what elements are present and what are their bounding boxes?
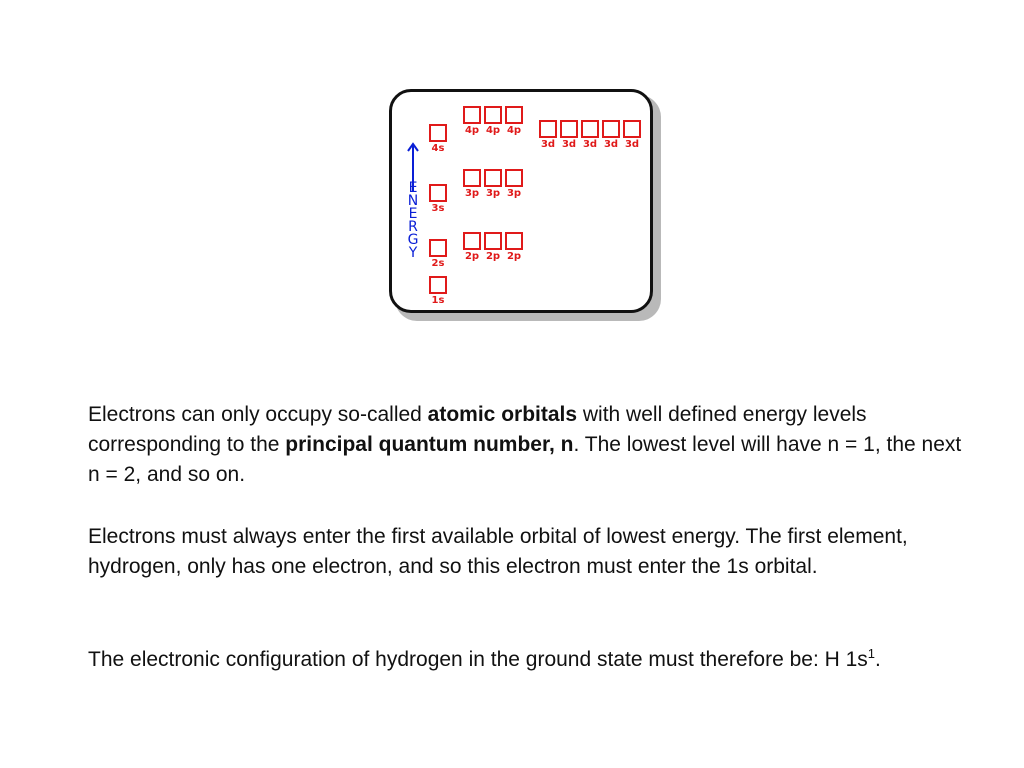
orbital-box [484, 106, 502, 124]
paragraph-hydrogen-configuration [88, 645, 968, 675]
orbital-3d [601, 120, 621, 151]
orbital-label: 3p [506, 188, 522, 199]
orbital-label: 4p [464, 125, 480, 136]
orbital-label: 3d [582, 139, 598, 150]
orbital-box [505, 106, 523, 124]
term-principal-quantum-number: principal quantum number, n [285, 433, 574, 456]
orbital-label: 2s [431, 258, 445, 269]
text-run: Electrons must always enter the first available orbital of lowest energy. The first element, hydrogen, only has one electron, and so this electron must enter the 1s orbital. [88, 525, 908, 578]
text-run: with well defined energy levels corresponding to the [88, 403, 867, 456]
orbital-label: 4s [431, 143, 445, 154]
orbital-3d [538, 120, 558, 151]
orbital-label: 2p [485, 251, 501, 262]
orbital-box [539, 120, 557, 138]
orbital-2p [504, 232, 524, 263]
energy-letter: E [408, 180, 418, 196]
orbital-3p [462, 169, 482, 200]
orbital-box [581, 120, 599, 138]
orbital-4s [428, 124, 448, 155]
orbital-box [602, 120, 620, 138]
orbital-energy-diagram [389, 89, 653, 313]
orbital-3d [559, 120, 579, 151]
orbital-4p [462, 106, 482, 137]
orbital-box [560, 120, 578, 138]
energy-letter: R [408, 219, 418, 235]
term-atomic-orbitals: atomic orbitals [427, 403, 578, 426]
text-run: The electronic configuration of hydrogen in the ground state must therefore be: H 1s [88, 648, 868, 671]
text-run: . [875, 648, 881, 671]
orbital-box [463, 232, 481, 250]
orbital-label: 3p [485, 188, 501, 199]
orbital-3p [483, 169, 503, 200]
energy-letter: Y [408, 245, 418, 261]
orbital-4p [504, 106, 524, 137]
orbital-box [505, 169, 523, 187]
orbital-label: 3d [561, 139, 577, 150]
orbital-label: 4p [506, 125, 522, 136]
orbital-label: 4p [485, 125, 501, 136]
orbital-3s [428, 184, 448, 215]
energy-axis-label [405, 182, 421, 260]
orbital-label: 3d [540, 139, 556, 150]
text-run: . The lowest level will have n = 1, the next n = 2, and so on. [88, 433, 962, 486]
orbital-box [623, 120, 641, 138]
orbital-label: 3d [603, 139, 619, 150]
energy-letter: E [408, 206, 418, 222]
orbital-2p [462, 232, 482, 263]
orbital-3d [580, 120, 600, 151]
orbital-4p [483, 106, 503, 137]
orbital-box [505, 232, 523, 250]
paragraph-lowest-energy [88, 522, 968, 582]
orbital-box [429, 184, 447, 202]
orbital-box [463, 169, 481, 187]
orbital-label: 2p [506, 251, 522, 262]
orbital-label: 3p [464, 188, 480, 199]
orbital-box [429, 124, 447, 142]
orbital-label: 1s [431, 295, 445, 306]
orbital-label: 3d [624, 139, 640, 150]
orbital-box [484, 169, 502, 187]
orbital-1s [428, 276, 448, 307]
orbital-box [429, 276, 447, 294]
text-run: Electrons can only occupy so-called [88, 403, 428, 426]
orbital-3p [504, 169, 524, 200]
energy-letter: N [407, 193, 419, 209]
orbital-2p [483, 232, 503, 263]
superscript: 1 [867, 646, 876, 661]
orbital-label: 3s [431, 203, 445, 214]
orbital-3d [622, 120, 642, 151]
paragraph-atomic-orbitals [88, 400, 968, 490]
orbital-box [484, 232, 502, 250]
orbital-box [429, 239, 447, 257]
orbital-2s [428, 239, 448, 270]
energy-letter: G [407, 232, 419, 248]
orbital-label: 2p [464, 251, 480, 262]
orbital-box [463, 106, 481, 124]
